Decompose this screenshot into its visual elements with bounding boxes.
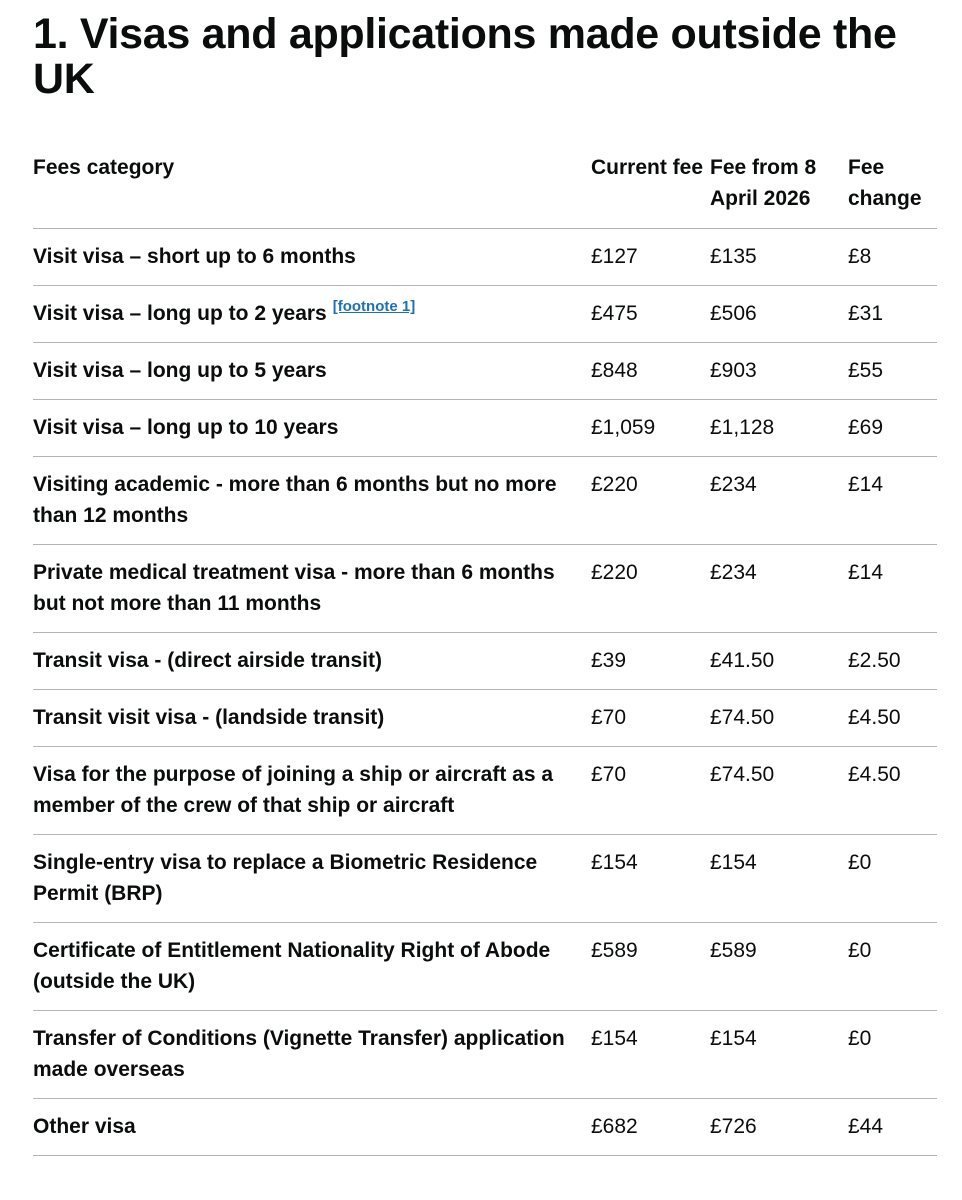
cell-current-fee: £589	[591, 923, 710, 1011]
table-row	[33, 1099, 937, 1156]
cell-fee-change: £31	[848, 286, 937, 343]
header-fee-from: Fee from 8 April 2026	[710, 144, 848, 229]
header-fee-change: Fee change	[848, 144, 937, 229]
cell-category: Transfer of Conditions (Vignette Transfer) application made overseas	[33, 1011, 591, 1099]
table-row	[33, 690, 937, 747]
table-row	[33, 1011, 937, 1099]
cell-fee-from: £74.50	[710, 690, 848, 747]
cell-fee-change: £4.50	[848, 690, 937, 747]
cell-category: Visiting academic - more than 6 months but no more than 12 months	[33, 457, 591, 545]
cell-fee-change: £0	[848, 1011, 937, 1099]
cell-fee-change: £0	[848, 835, 937, 923]
footnote-link[interactable]: [footnote 1]	[332, 298, 416, 315]
cell-category: Transit visa - (direct airside transit)	[33, 633, 591, 690]
cell-current-fee: £475	[591, 286, 710, 343]
table-row	[33, 229, 937, 286]
table-row	[33, 633, 937, 690]
cell-current-fee: £39	[591, 633, 710, 690]
cell-fee-from: £41.50	[710, 633, 848, 690]
cell-fee-change: £4.50	[848, 747, 937, 835]
cell-category: Visit visa – long up to 5 years	[33, 343, 591, 400]
table-row	[33, 400, 937, 457]
table-row	[33, 457, 937, 545]
header-current-fee: Current fee	[591, 144, 710, 229]
table-row	[33, 545, 937, 633]
cell-fee-from: £506	[710, 286, 848, 343]
cell-fee-from: £154	[710, 835, 848, 923]
cell-current-fee: £220	[591, 457, 710, 545]
cell-fee-from: £726	[710, 1099, 848, 1156]
cell-category-text: Visit visa – long up to 2 years	[33, 302, 327, 325]
table-row	[33, 835, 937, 923]
cell-fee-from: £903	[710, 343, 848, 400]
cell-current-fee: £70	[591, 690, 710, 747]
cell-current-fee: £154	[591, 1011, 710, 1099]
cell-fee-change: £44	[848, 1099, 937, 1156]
cell-category: Visa for the purpose of joining a ship or aircraft as a member of the crew of that ship or aircraft	[33, 747, 591, 835]
cell-fee-from: £234	[710, 457, 848, 545]
table-row	[33, 923, 937, 1011]
cell-fee-change: £2.50	[848, 633, 937, 690]
cell-fee-from: £234	[710, 545, 848, 633]
page-title: 1. Visas and applications made outside the UK	[33, 10, 897, 103]
cell-category	[33, 286, 591, 343]
cell-current-fee: £70	[591, 747, 710, 835]
cell-fee-from: £589	[710, 923, 848, 1011]
fees-table	[33, 144, 937, 1156]
table-header-row	[33, 144, 937, 229]
cell-current-fee: £1,059	[591, 400, 710, 457]
header-fees-category: Fees category	[33, 144, 591, 229]
cell-fee-change: £69	[848, 400, 937, 457]
cell-fee-from: £135	[710, 229, 848, 286]
cell-category: Visit visa – long up to 10 years	[33, 400, 591, 457]
cell-current-fee: £154	[591, 835, 710, 923]
cell-category: Certificate of Entitlement Nationality Right of Abode (outside the UK)	[33, 923, 591, 1011]
cell-current-fee: £127	[591, 229, 710, 286]
cell-fee-change: £8	[848, 229, 937, 286]
cell-fee-from: £74.50	[710, 747, 848, 835]
cell-category: Transit visit visa - (landside transit)	[33, 690, 591, 747]
cell-fee-change: £55	[848, 343, 937, 400]
cell-category: Other visa	[33, 1099, 591, 1156]
table-row	[33, 286, 937, 343]
cell-fee-change: £0	[848, 923, 937, 1011]
table-row	[33, 343, 937, 400]
cell-fee-from: £1,128	[710, 400, 848, 457]
cell-current-fee: £220	[591, 545, 710, 633]
cell-fee-change: £14	[848, 457, 937, 545]
cell-current-fee: £682	[591, 1099, 710, 1156]
cell-category: Single-entry visa to replace a Biometric Residence Permit (BRP)	[33, 835, 591, 923]
cell-fee-change: £14	[848, 545, 937, 633]
cell-current-fee: £848	[591, 343, 710, 400]
cell-fee-from: £154	[710, 1011, 848, 1099]
cell-category: Visit visa – short up to 6 months	[33, 229, 591, 286]
table-row	[33, 747, 937, 835]
cell-category: Private medical treatment visa - more than 6 months but not more than 11 months	[33, 545, 591, 633]
page-content	[33, 12, 937, 1156]
